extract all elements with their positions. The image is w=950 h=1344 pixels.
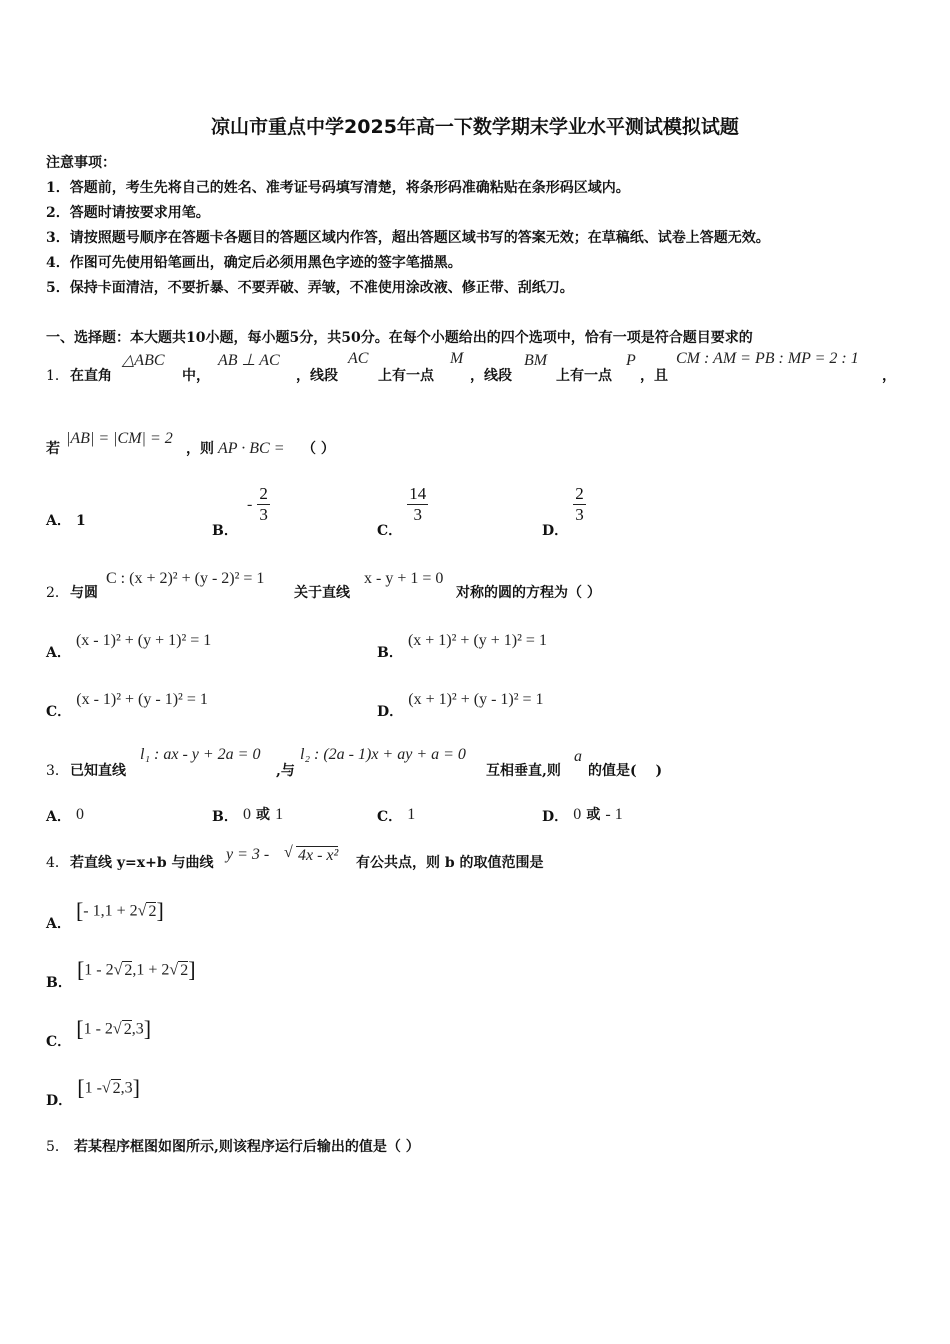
fraction-numerator: 14 bbox=[409, 484, 427, 503]
bracket-icon: ] bbox=[188, 957, 196, 982]
question-text: ，则 bbox=[186, 441, 214, 457]
math-expression: AC bbox=[348, 350, 369, 367]
notice-item: 1．答题前，考生先将自己的姓名、准考证号码填写清楚，将条形码准确粘贴在条形码区域内。 bbox=[46, 180, 630, 196]
option-value: (x + 1)² + (y - 1)² = 1 bbox=[408, 691, 544, 708]
question-text: ，线段 bbox=[296, 368, 338, 384]
bracket-icon: ] bbox=[143, 1016, 152, 1041]
option-b[interactable] bbox=[212, 484, 270, 539]
math-expression: a bbox=[574, 748, 582, 765]
section-heading: 一、选择题：本大题共10小题，每小题5分，共50分。在每个小题给出的四个选项中，恰有一项是符合题目要求的 bbox=[46, 330, 753, 346]
sqrt-sign-icon: √ bbox=[169, 961, 179, 979]
option-conj: 或 bbox=[586, 807, 601, 823]
option-value: (x - 1)² + (y - 1)² = 1 bbox=[76, 691, 208, 708]
math-expression: △ABC bbox=[122, 352, 165, 369]
sqrt-sign-icon: √ bbox=[101, 1079, 111, 1097]
option-label: D． bbox=[377, 704, 404, 720]
math-expression: P bbox=[626, 352, 636, 369]
question-text: 若某程序框图如图所示,则该程序运行后输出的值是（ ） bbox=[74, 1139, 420, 1155]
option-d[interactable] bbox=[542, 804, 623, 824]
math-expression: l₂ : (2a - 1)x + ay + a = 0 bbox=[300, 746, 466, 763]
fraction-numerator: 2 bbox=[259, 484, 268, 503]
notice-item: 5．保持卡面清洁，不要折暴、不要弄破、弄皱，不准使用涂改液、修正带、刮纸刀。 bbox=[46, 280, 574, 296]
bracket-icon: ] bbox=[132, 1075, 140, 1100]
option-value: 2 bbox=[112, 1079, 121, 1097]
question-5 bbox=[46, 1136, 420, 1156]
option-sign: - bbox=[246, 496, 253, 513]
option-label: B． bbox=[212, 809, 238, 825]
option-a[interactable] bbox=[46, 804, 84, 824]
option-c[interactable] bbox=[377, 484, 428, 539]
notice-heading: 注意事项： bbox=[46, 155, 116, 171]
bracket-icon: [ bbox=[75, 898, 84, 923]
math-expression: M bbox=[450, 350, 464, 367]
option-value: - 1 bbox=[605, 806, 623, 823]
option-value: 0 bbox=[573, 806, 582, 823]
option-value: 0 bbox=[75, 806, 84, 823]
question-text: 与圆 bbox=[70, 585, 98, 601]
math-expression: y = 3 - bbox=[226, 846, 270, 863]
option-label: B． bbox=[46, 974, 72, 991]
option-label: A． bbox=[46, 513, 71, 529]
option-value: 2 bbox=[180, 961, 189, 979]
option-b[interactable] bbox=[46, 957, 196, 991]
option-value: - 1,1 + 2 bbox=[83, 902, 138, 920]
option-a[interactable] bbox=[46, 898, 164, 932]
option-value: (x + 1)² + (y + 1)² = 1 bbox=[407, 632, 547, 649]
math-expression: AP · BC = bbox=[218, 440, 285, 457]
option-value: ,3 bbox=[120, 1079, 133, 1097]
option-d[interactable] bbox=[377, 689, 544, 720]
option-value: 2 bbox=[148, 902, 157, 920]
question-text: 若 bbox=[46, 441, 60, 457]
fraction-denominator: 3 bbox=[575, 505, 584, 524]
bracket-icon: [ bbox=[77, 1075, 85, 1100]
question-text: 有公共点，则 b 的取值范围是 bbox=[356, 855, 544, 871]
option-label: B． bbox=[212, 523, 238, 539]
option-label: D． bbox=[46, 1092, 73, 1109]
option-b[interactable] bbox=[212, 804, 283, 824]
question-text: 互相垂直,则 bbox=[486, 763, 561, 779]
question-text: 关于直线 bbox=[294, 585, 350, 601]
option-d[interactable] bbox=[542, 484, 586, 539]
question-text: 的值是( ) bbox=[588, 763, 663, 779]
question-text: 对称的圆的方程为（ ） bbox=[456, 585, 601, 601]
question-text: ，且 bbox=[640, 368, 668, 384]
option-conj: 或 bbox=[256, 807, 271, 823]
option-value: 1 bbox=[407, 806, 416, 823]
question-number: 3． bbox=[46, 763, 69, 779]
math-sqrt: 4x - x² bbox=[298, 847, 339, 864]
notice-item: 4．作图可先使用铅笔画出，确定后必须用黑色字迹的签字笔描黑。 bbox=[46, 255, 462, 271]
math-expression: BM bbox=[524, 352, 548, 369]
option-value: 1 - 2 bbox=[83, 1020, 113, 1038]
question-text: （ ） bbox=[302, 441, 335, 457]
option-value: 0 bbox=[242, 806, 251, 823]
notice-item: 2．答题时请按要求用笔。 bbox=[46, 205, 210, 221]
fraction-denominator: 3 bbox=[259, 505, 268, 524]
fraction-numerator: 2 bbox=[575, 484, 584, 503]
page-title: 凉山市重点中学2025年高一下数学期末学业水平测试模拟试题 bbox=[211, 116, 739, 138]
math-expression: x - y + 1 = 0 bbox=[364, 570, 444, 587]
option-label: C． bbox=[46, 1033, 72, 1050]
question-text: 上有一点 bbox=[556, 368, 612, 384]
option-label: B． bbox=[377, 645, 403, 661]
option-value: 2 bbox=[123, 1020, 132, 1038]
option-value: 1 bbox=[275, 806, 284, 823]
option-label: A． bbox=[46, 645, 71, 661]
option-label: A． bbox=[46, 809, 71, 825]
question-number: 2． bbox=[46, 585, 69, 601]
notice-item: 3．请按照题号顺序在答题卡各题目的答题区域内作答，超出答题区域书写的答案无效；在草稿纸、试卷上答题无效。 bbox=[46, 230, 770, 246]
question-text: ，线段 bbox=[470, 368, 512, 384]
question-text: 上有一点 bbox=[378, 368, 434, 384]
question-text: 在直角 bbox=[70, 368, 112, 384]
option-label: A． bbox=[46, 915, 71, 932]
option-label: C． bbox=[377, 523, 403, 539]
option-value: 1 bbox=[75, 513, 86, 529]
math-expression: |AB| = |CM| = 2 bbox=[66, 430, 173, 447]
question-text: 已知直线 bbox=[70, 763, 126, 779]
bracket-icon: [ bbox=[76, 957, 85, 982]
fraction-denominator: 3 bbox=[413, 505, 422, 524]
question-text: ,与 bbox=[276, 763, 295, 779]
bracket-icon: [ bbox=[76, 1016, 84, 1041]
option-label: C． bbox=[46, 704, 72, 720]
option-b[interactable] bbox=[377, 630, 547, 661]
sqrt-sign-icon: √ bbox=[137, 902, 147, 920]
option-label: D． bbox=[542, 809, 569, 825]
option-value: 2 bbox=[124, 961, 133, 979]
option-label: C． bbox=[377, 809, 403, 825]
math-expression: C : (x + 2)² + (y - 2)² = 1 bbox=[106, 570, 265, 587]
option-c[interactable] bbox=[46, 1016, 152, 1050]
option-value: 1 - bbox=[84, 1079, 102, 1097]
question-text: 中， bbox=[182, 368, 210, 384]
math-expression: l₁ : ax - y + 2a = 0 bbox=[140, 746, 261, 763]
option-c[interactable] bbox=[377, 804, 415, 824]
question-number: 4． bbox=[46, 855, 69, 871]
question-number: 1． bbox=[46, 368, 69, 384]
math-expression: AB ⊥ AC bbox=[218, 352, 280, 369]
option-value: 1 - 2 bbox=[84, 961, 114, 979]
option-value: ,3 bbox=[131, 1020, 144, 1038]
option-a[interactable] bbox=[46, 630, 212, 661]
math-expression: CM : AM = PB : MP = 2 : 1 bbox=[676, 350, 859, 367]
question-text: ， bbox=[882, 368, 896, 384]
option-value: ,1 + 2 bbox=[132, 961, 170, 979]
question-text: 若直线 y=x+b 与曲线 bbox=[70, 855, 214, 871]
option-c[interactable] bbox=[46, 689, 208, 720]
sqrt-sign-icon: √ bbox=[113, 961, 123, 979]
sqrt-sign-icon: √ bbox=[112, 1020, 122, 1038]
bracket-icon: ] bbox=[156, 898, 164, 923]
sqrt-sign-icon: √ bbox=[284, 844, 293, 861]
question-number: 5． bbox=[46, 1139, 69, 1155]
option-d[interactable] bbox=[46, 1075, 140, 1109]
option-value: (x - 1)² + (y + 1)² = 1 bbox=[75, 632, 212, 649]
option-label: D． bbox=[542, 523, 569, 539]
option-a[interactable] bbox=[46, 510, 86, 530]
